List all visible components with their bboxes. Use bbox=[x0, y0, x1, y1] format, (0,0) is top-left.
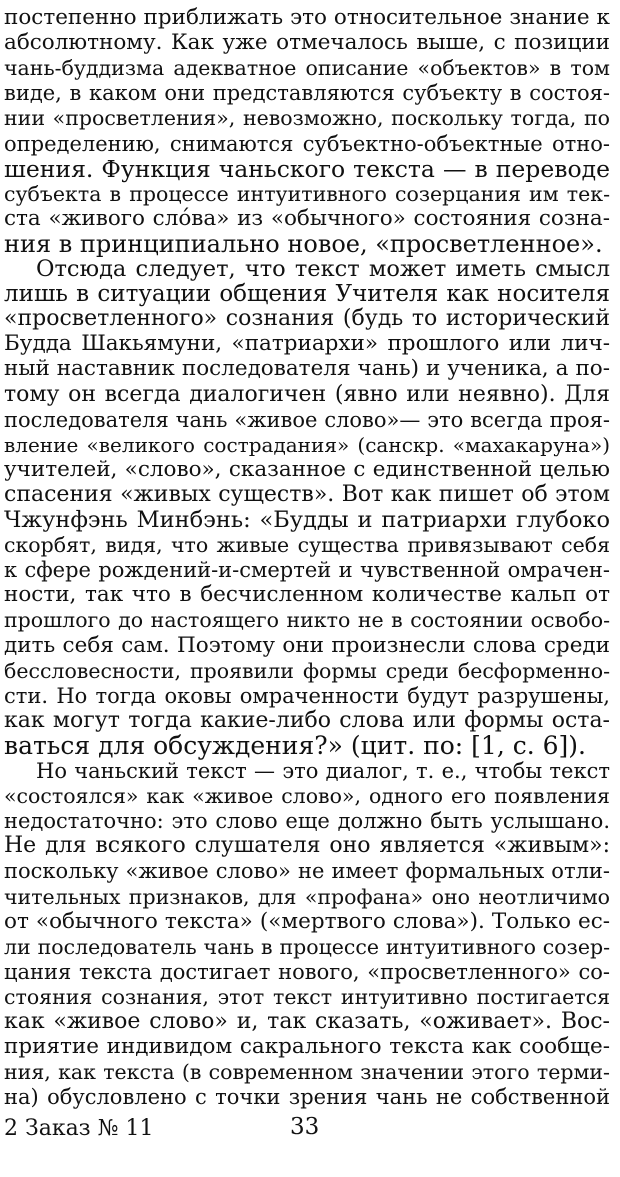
text-line: к сфере рождений-и-смертей и чувственной омрачен- bbox=[4, 558, 610, 583]
text-line: поскольку «живое слово» не имеет формальных отли- bbox=[4, 859, 610, 884]
page-number: 33 bbox=[290, 1114, 320, 1140]
text-line: ный наставник последователя чань) и ученика, а по- bbox=[4, 356, 610, 382]
text-line: прошлого до настоящего никто не в состоянии освобо- bbox=[4, 608, 610, 633]
text-line: скорбят, видя, что живые существа привязывают себя bbox=[4, 533, 610, 558]
text-line: ности, так что в бесчисленном количестве кальп от bbox=[4, 582, 610, 608]
printer-signature: 2 Заказ № 11 bbox=[4, 1116, 154, 1141]
text-line: сти. Но тогда оковы омраченности будут разрушены, bbox=[4, 683, 610, 708]
text-line: бессловесности, проявили формы среди бесформенно- bbox=[4, 658, 610, 683]
text-line: вление «великого сострадания» (санскр. «махакаруна») bbox=[4, 432, 610, 457]
text-line: «просветленного» сознания (будь то исторический bbox=[4, 306, 610, 332]
text-line: последователя чань «живое слово»— это всегда проя- bbox=[4, 407, 610, 432]
text-line: определению, снимаются субъектно-объектные отно- bbox=[4, 131, 610, 156]
text-line: нии «просветления», невозможно, поскольку тогда, по bbox=[4, 106, 610, 131]
text-line: дить себя сам. Поэтому они произнесли слова среди bbox=[4, 632, 610, 658]
text-line: как «живое слово» и, так сказать, «оживает». Вос- bbox=[4, 1009, 610, 1034]
text-line: на) обусловлено с точки зрения чань не собственной bbox=[4, 1085, 610, 1110]
text-line: Чжунфэнь Минбэнь: «Будды и патриархи глубоко bbox=[4, 507, 610, 533]
text-line: лишь в ситуации общения Учителя как носителя bbox=[4, 281, 610, 308]
text-line: ста «живого сло́ва» из «обычного» состояния созна- bbox=[4, 205, 610, 231]
text-line: от «обычного текста» («мертвого слова»). Только ес- bbox=[4, 908, 610, 934]
text-line: чительных признаков, для «профана» оно неотличимо bbox=[4, 884, 610, 909]
text-line: Не для всякого слушателя оно является «живым»: bbox=[4, 833, 610, 859]
text-line: тому он всегда диалогичен (явно или неявно). Для bbox=[4, 381, 610, 407]
text-line: ния, как текста (в современном значении этого терми- bbox=[4, 1060, 610, 1085]
text-line: чань-буддизма адекватное описание «объектов» в том bbox=[4, 56, 610, 81]
text-line: постепенно приближать это относительное знание к bbox=[4, 5, 610, 30]
text-line: как могут тогда какие-либо слова или формы оста- bbox=[4, 707, 610, 733]
text-line: «состоялся» как «живое слово», одного его появления bbox=[4, 784, 610, 809]
text-line: учителей, «слово», сказанное с единственной целью bbox=[4, 456, 610, 482]
text-line: Будда Шакьямуни, «патриархи» прошлого или лич- bbox=[4, 331, 610, 357]
text-line: Отсюда следует, что текст может иметь смысл bbox=[36, 256, 610, 282]
text-line: цания текста достигает нового, «просветленного» со- bbox=[4, 959, 610, 984]
text-line: виде, в каком они представляются субъекту в состоя- bbox=[4, 81, 610, 106]
text-line: абсолютному. Как уже отмечалось выше, с позиции bbox=[4, 30, 610, 56]
text-line: недостаточно: это слово еще должно быть услышано. bbox=[4, 809, 610, 834]
text-line: спасения «живых существ». Вот как пишет об этом bbox=[4, 481, 610, 507]
text-line: стояния сознания, этот текст интуитивно постигается bbox=[4, 984, 610, 1009]
text-line: субъекта в процессе интуитивного созерцания им тек- bbox=[4, 181, 610, 206]
text-line: ваться для обсуждения?» (цит. по: [1, с. 6]). bbox=[4, 730, 586, 760]
text-line: приятие индивидом сакрального текста как сообще- bbox=[4, 1034, 610, 1060]
text-line: ния в принципиально новое, «просветленное». bbox=[4, 229, 603, 258]
text-line: шения. Функция чаньского текста — в переводе bbox=[4, 154, 610, 183]
text-line: Но чаньский текст — это диалог, т. е., чтобы текст bbox=[36, 759, 610, 783]
text-line: ли последователь чань в процессе интуитивного созер- bbox=[4, 934, 610, 959]
